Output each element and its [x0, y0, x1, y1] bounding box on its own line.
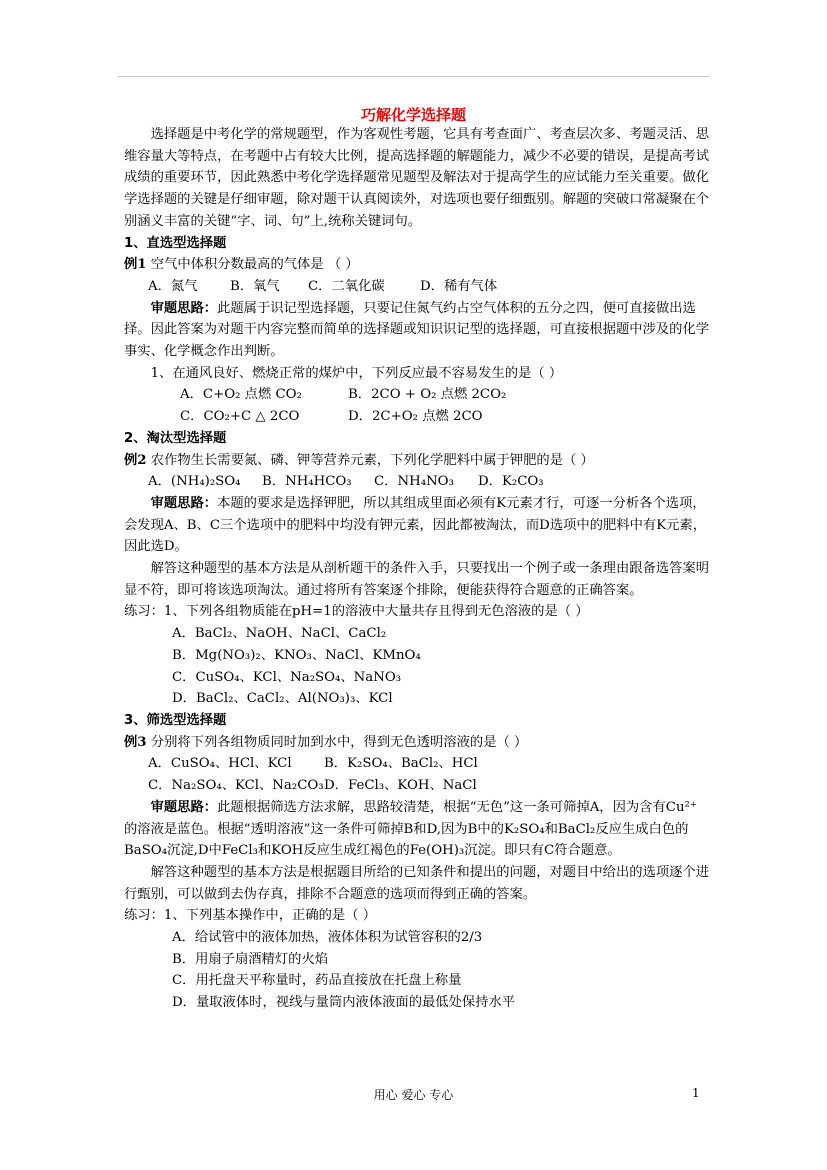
analysis-2 — [124, 493, 710, 558]
section-heading-2: 2、淘汰型选择题 — [124, 430, 227, 446]
option-c: C．NH₄NO₃ — [374, 474, 454, 490]
option-a: A．C+O₂ 点燃 CO₂ — [180, 387, 302, 403]
analysis-text: 此题根据筛选方法求解，思路较清楚，根据“无色”这一条可筛掉A，因为含有Cu²⁺的溶液是蓝色。根据“透明溶液”这一条件可筛掉B和D,因为B中的K₂SO₄和BaCl₂反应生成白色的BaSO₄沉淀,D中FeCl₃和KOH反应生成红褐色的Fe(OH)₃沉淀。即只有C符合题意。 — [124, 799, 697, 859]
example-text: 分别将下列各组物质同时加到水中，得到无色透明溶液的是（ ） — [146, 734, 528, 750]
practice-option-a: A．BaCl₂、NaOH、NaCl、CaCl₂ — [172, 626, 387, 642]
practice-option-c: C．用托盘天平称量时，药品直接放在托盘上称量 — [172, 973, 462, 989]
analysis-text: 本题的要求是选择钾肥，所以其组成里面必须有K元素才行，可逐一分析各个选项，会发现A、B、C三个选项中的肥料中均没有钾元素，因此都被淘汰，而D选项中的肥料中有K元素，因此选D。 — [124, 495, 707, 555]
option-a: A．(NH₄)₂SO₄ — [148, 474, 241, 490]
analysis-label: 审题思路： — [150, 300, 218, 316]
method-3: 解答这种题型的基本方法是根据题目所给的已知条件和提出的问题，对题目中给出的选项逐个进行甄别，可以做到去伪存真，排除不合题意的选项而得到正确的答案。 — [124, 864, 710, 902]
practice-2: 练习：1、下列各组物质能在pH=1的溶液中大量共存且得到无色溶液的是（ ） — [124, 604, 589, 620]
option-a: A．CuSO₄、HCl、KCl — [148, 756, 292, 772]
example-label: 例2 — [124, 452, 147, 468]
question-1: 1、在通风良好、燃烧正常的煤炉中，下列反应最不容易发生的是（ ） — [150, 365, 563, 381]
option-c: C．CO₂+C △ 2CO — [180, 409, 300, 425]
example-label: 例3 — [124, 734, 147, 750]
option-b: B．K₂SO₄、BaCl₂、HCl — [324, 756, 478, 772]
practice-option-d: D．量取液体时，视线与量筒内液体液面的最低处保持水平 — [172, 995, 516, 1011]
example-1-options — [124, 276, 710, 298]
example-2 — [124, 450, 710, 472]
analysis-text: 此题属于识记型选择题，只要记住氮气约占空气体积的五分之四，便可直接做出选择。因此答案为对题干内容完整而简单的选择题或知识识记型的选择题，可直接根据题中涉及的化学事实、化学概念作出判断。 — [124, 300, 710, 360]
page-title: 巧解化学选择题 — [360, 106, 466, 124]
example-text: 农作物生长需要氮、磷、钾等营养元素，下列化学肥料中属于钾肥的是（ ） — [146, 452, 594, 468]
analysis-label: 审题思路： — [150, 495, 218, 511]
example-3-options-ab — [124, 753, 710, 775]
option-d: D．K₂CO₃ — [478, 474, 544, 490]
question-1-options-cd — [124, 406, 710, 428]
section-heading-3: 3、筛选型选择题 — [124, 712, 227, 728]
option-b: B．2CO + O₂ 点燃 2CO₂ — [348, 387, 507, 403]
document-body — [124, 124, 710, 1014]
analysis-label: 审题思路： — [150, 799, 218, 815]
option-b: B．NH₄HCO₃ — [262, 474, 352, 490]
example-3 — [124, 732, 710, 754]
example-3-options-cd — [124, 775, 710, 797]
example-1 — [124, 254, 710, 276]
option-d: D．2C+O₂ 点燃 2CO — [348, 409, 483, 425]
practice-option-b: B．用扇子扇酒精灯的火焰 — [172, 951, 329, 967]
question-1-options-ab — [124, 384, 710, 406]
intro-paragraph: 选择题是中考化学的常规题型，作为客观性考题，它具有考查面广、考查层次多、考题灵活、思维容量大等特点，在考题中占有较大比例，提高选择题的解题能力，减少不必要的错误，是提高考试成绩的重要环节，因此熟悉中考化学选择题常见题型及解法对于提高学生的应试能力至关重要。做化学选择题的关键是仔细审题，除对题干认真阅读外，对选项也要仔细甄别。解题的突破口常凝聚在个别涵义丰富的关键“字、词、句”上,统称关键词句。 — [124, 127, 710, 229]
page-number: 1 — [692, 1086, 700, 1100]
example-2-options — [124, 471, 710, 493]
practice-option-c: C．CuSO₄、KCl、Na₂SO₄、NaNO₃ — [172, 669, 402, 685]
option-c: C．二氧化碳 — [308, 278, 385, 294]
example-label: 例1 — [124, 257, 147, 273]
analysis-3 — [124, 797, 710, 862]
header-rule — [118, 76, 710, 77]
analysis-1 — [124, 298, 710, 363]
practice-option-b: B．Mg(NO₃)₂、KNO₃、NaCl、KMnO₄ — [172, 647, 421, 663]
method-2: 解答这种题型的基本方法是从剖析题干的条件入手，只要找出一个例子或一条理由跟备选答案明显不符，即可将该选项淘汰。通过将所有答案逐个排除，便能获得符合题意的正确答案。 — [124, 561, 710, 598]
option-b: B．氧气 — [230, 278, 280, 294]
option-a: A．氮气 — [148, 278, 198, 294]
option-d: D．FeCl₃、KOH、NaCl — [324, 778, 477, 794]
option-d: D．稀有气体 — [420, 278, 498, 294]
example-text: 空气中体积分数最高的气体是 （ ） — [146, 257, 359, 273]
practice-3: 练习：1、下列基本操作中，正确的是（ ） — [124, 908, 377, 924]
section-heading-1: 1、直选型选择题 — [124, 235, 227, 251]
page-footer: 用心 爱心 专心 — [373, 1088, 454, 1102]
practice-option-a: A．给试管中的液体加热，液体体积为试管容积的2/3 — [172, 930, 483, 946]
option-c: C．Na₂SO₄、KCl、Na₂CO₃ — [148, 778, 324, 794]
practice-option-d: D．BaCl₂、CaCl₂、Al(NO₃)₃、KCl — [172, 691, 393, 707]
